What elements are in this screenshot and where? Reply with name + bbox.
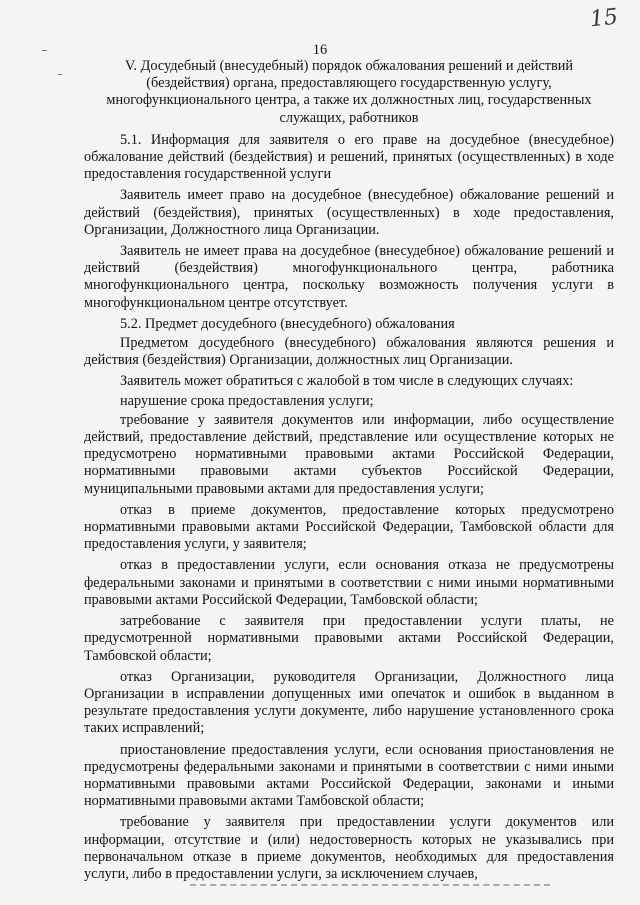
list-item: отказ в приеме документов, предоставление которых предусмотрено нормативными правовыми актами Российской Федерации, Тамбовской области для предоставления услуги, у заявителя;: [84, 501, 614, 553]
list-item: отказ в предоставлении услуги, если основания отказа не предусмотрены федеральными законами и принятыми в соответствии с ними иными нормативными правовыми актами Российской Федерации, Тамбовской области;: [84, 557, 614, 608]
paragraph: Заявитель не имеет права на досудебное (внесудебное) обжалование решений и действий (бездействия) многофункционального центра, работника многофункционального центра, поскольку возможность получения услуги в многофункциональном центре отсутствует.: [84, 243, 614, 311]
heading-line: (бездействия) органа, предоставляющего государственную услугу,: [146, 75, 552, 92]
list-item: затребование с заявителя при предоставлении услуги платы, не предусмотренной нормативными правовыми актами Российской Федерации, Тамбовской области;: [84, 613, 614, 664]
list-item: требование у заявителя при предоставлении услуги документов или информации, отсутствие и (или) недостоверность которых не указывались при первоначальном отказе в приеме документов, необходимых для предоставления услуги, либо в предоставлении услуги, за исключением случаев,: [84, 814, 614, 882]
scan-edge-mark: [58, 74, 62, 75]
section-heading: [84, 58, 614, 127]
subsection-heading: 5.2. Предмет досудебного (внесудебного) обжалования: [120, 315, 455, 332]
paragraph: Предметом досудебного (внесудебного) обжалования являются решения и действия (бездействия) Организации, должностных лиц Организации.: [84, 335, 614, 369]
paragraph: Заявитель может обратиться с жалобой в том числе в следующих случаях:: [120, 373, 574, 390]
paragraph: Заявитель имеет право на досудебное (внесудебное) обжалование решений и действий (бездействия), принятых (осуществленных) в ходе предоставления, Организации, Должностного лица Организации.: [84, 187, 614, 238]
heading-line: служащих, работников: [279, 109, 419, 126]
list-item: приостановление предоставления услуги, если основания приостановления не предусмотрены федеральными законами и принятыми в соответствии с ними иными нормативными правовыми актами Российской Федерации, законами и иными нормативными правовыми актами Тамбовской области;: [84, 741, 614, 810]
list-item: отказ Организации, руководителя Организации, Должностного лица Организации в исправлении допущенных ими опечаток и ошибок в выданном в результате предоставления услуги документе, либо нарушение установленного срока таких исправлений;: [84, 668, 614, 737]
document-body: [84, 58, 614, 887]
list-item: требование у заявителя документов или информации, либо осуществление действий, предоставление действий, представление или осуществление которых не предусмотрено нормативными правовыми актами Российской Федерации, нормативными правовыми актами субъектов Российской Федерации, муниципальными правовыми актами для предоставления услуги;: [84, 411, 614, 497]
heading-line: V. Досудебный (внесудебный) порядок обжалования решений и действий: [124, 58, 574, 74]
scan-artifact-line: [190, 884, 550, 888]
page-number: 16: [312, 42, 328, 58]
heading-line: многофункционального центра, а также их должностных лиц, государственных: [106, 92, 592, 109]
list-item: нарушение срока предоставления услуги;: [120, 392, 374, 409]
scan-edge-mark: [42, 50, 47, 51]
handwritten-folio-number: 15: [588, 4, 620, 33]
paragraph: 5.1. Информация для заявителя о его праве на досудебное (внесудебное) обжалование действий (бездействия) и решений, принятых (осуществленных) в ходе предоставления государственной услуги: [84, 131, 614, 183]
